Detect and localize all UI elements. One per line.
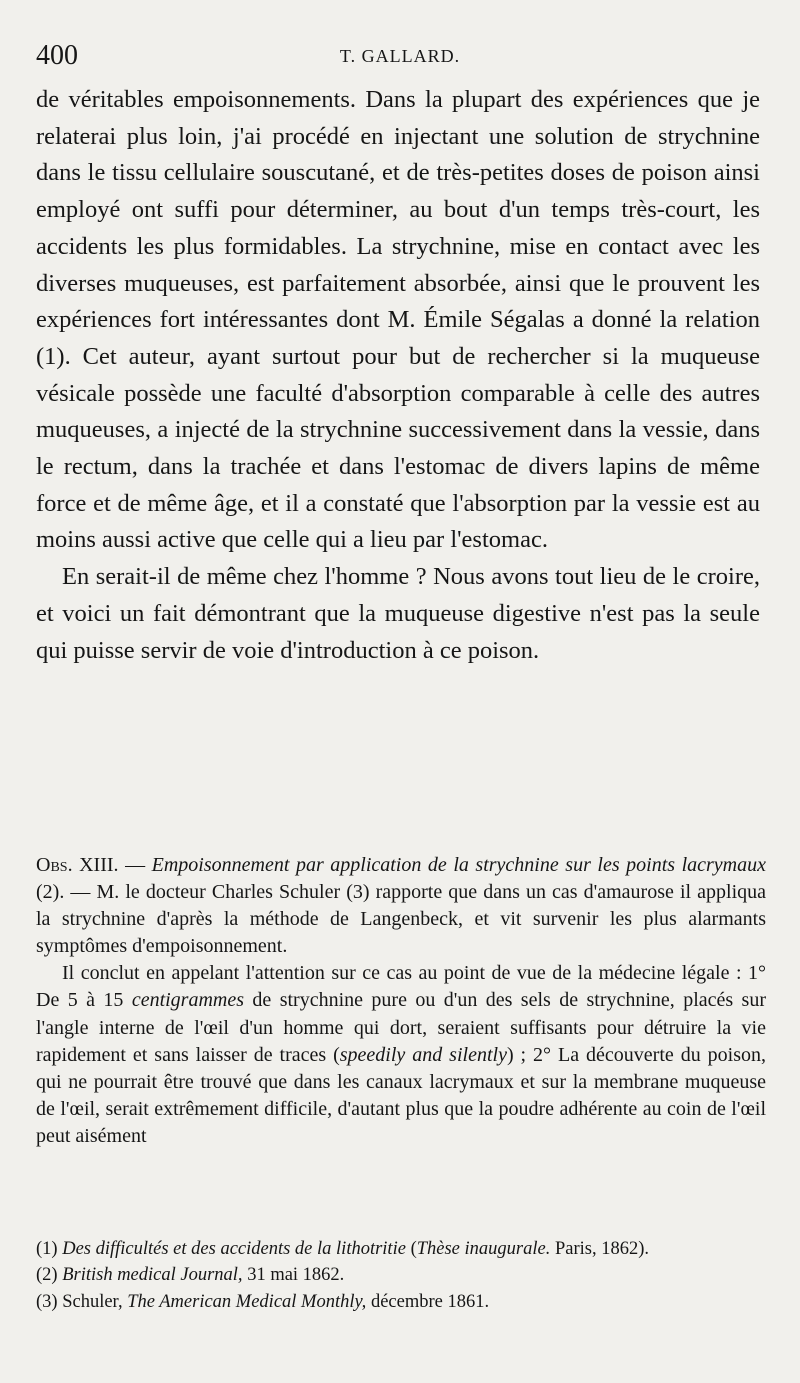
text-run: Il conclut en appelant l'attention sur ce cas au point de vue de la médecine légale : 1° De 5 à 15 bbox=[36, 962, 766, 1012]
observation-title: Empoisonnement par application de la strychnine sur les points lacrymaux bbox=[151, 854, 767, 876]
italic-run: centigrammes bbox=[131, 989, 245, 1012]
footnote-mark: (1) bbox=[36, 1239, 63, 1259]
page-header bbox=[36, 40, 764, 74]
page-number: 400 bbox=[36, 40, 78, 71]
observation-dash: — bbox=[118, 854, 152, 876]
footnote-text: Paris, 1862). bbox=[550, 1239, 650, 1259]
footnote-mark: (2) bbox=[36, 1265, 63, 1286]
footnote-2 bbox=[36, 1262, 766, 1288]
text-run: ) ; 2° La découverte du poison, qui ne pourrait être trouvé que dans les canaux lacrymaux et sur la membrane muqueuse de l'œil, serait extrêmement difficile, d'autant plus que la poudre adhérente au coin de l'œil peut aisément bbox=[36, 1043, 766, 1147]
text-run: de strychnine pure ou d'un des sels de strychnine, placés sur l'angle interne de l'œil d'un homme qui dort, seraient suffisants pour détruire la vie rapidement et sans laisser de traces ( bbox=[36, 989, 767, 1066]
footnote-title: Des difficultés et des accidents de la lithotritie bbox=[62, 1239, 406, 1259]
footnote-text: 31 mai 1862. bbox=[242, 1265, 345, 1286]
observation-paragraph bbox=[36, 852, 766, 960]
paragraph: de véritables empoisonnements. Dans la plupart des expériences que je relaterai plus loin, j'ai procédé en injectant une solution de strychnine dans le tissu cellulaire souscutané, et de très-petites doses de poison ainsi employé ont suffi pour déterminer, au bout d'un temps très-court, les accidents les plus formidables. La strychnine, mise en contact avec les diverses muqueuses, est parfaitement absorbée, ainsi que le prouvent les expériences fort intéressantes dont M. Émile Ségalas a donné la relation (1). Cet auteur, ayant surtout pour but de rechercher si la muqueuse vésicale possède une faculté d'absorption comparable à celle des autres muqueuses, a injecté de la strychnine successivement dans la vessie, dans le rectum, dans la trachée et dans l'estomac de divers lapins de même force et de même âge, et il a constaté que l'absorption par la vessie est au moins aussi active que celle qui a lieu par l'estomac. bbox=[36, 86, 760, 554]
footnotes bbox=[36, 1236, 766, 1315]
footnote-title: British medical Journal, bbox=[62, 1265, 243, 1286]
paragraph: En serait-il de même chez l'homme ? Nous avons tout lieu de le croire, et voici un fait démontrant que la muqueuse digestive n'est pas la seule qui puisse servir de voie d'introduction à ce poison. bbox=[36, 563, 760, 664]
italic-run: speedily and silently bbox=[339, 1043, 507, 1066]
footnote-italic: Thèse inaugurale. bbox=[416, 1239, 551, 1259]
running-head: T. GALLARD. bbox=[339, 46, 461, 66]
footnote-1 bbox=[36, 1236, 766, 1262]
footnote-mark: (3) Schuler, bbox=[36, 1291, 128, 1312]
footnote-title: The American Medical Monthly, bbox=[127, 1291, 367, 1312]
footnote-text: ( bbox=[405, 1239, 417, 1259]
observation-paragraph bbox=[36, 960, 766, 1150]
footnote-3 bbox=[36, 1289, 766, 1315]
main-text bbox=[36, 82, 760, 669]
observation-block bbox=[36, 852, 766, 1150]
footnote-text: décembre 1861. bbox=[366, 1291, 490, 1312]
observation-label: Obs. XIII. bbox=[36, 854, 119, 876]
observation-text: (2). — M. le docteur Charles Schuler (3) rapporte que dans un cas d'amaurose il appliqua la strychnine d'après la méthode de Langenbeck, et vit survenir les plus alarmants symptômes d'empoisonnement. bbox=[36, 881, 766, 958]
